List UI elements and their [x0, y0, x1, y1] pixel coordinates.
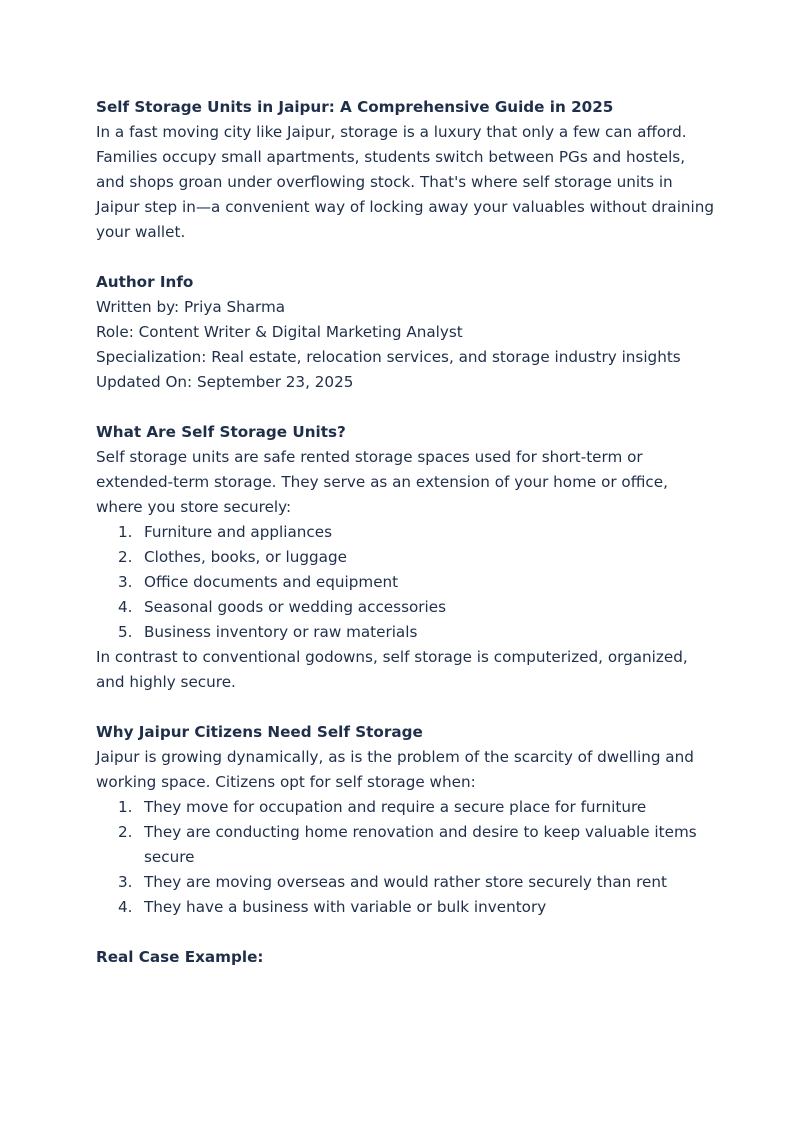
reasons-list — [96, 795, 706, 920]
list-number: 4. — [118, 598, 133, 616]
list-number: 5. — [118, 623, 133, 641]
paragraph-line: Self storage units are safe rented storage spaces used for short-term or — [96, 448, 643, 466]
list-number: 3. — [118, 873, 133, 891]
intro-line: your wallet. — [96, 223, 186, 241]
list-number: 2. — [118, 548, 133, 566]
list-item — [96, 870, 706, 895]
intro-line: Jaipur step in—a convenient way of locking away your valuables without draining — [96, 198, 715, 216]
list-item — [96, 795, 706, 820]
storage-items-list — [96, 520, 706, 645]
list-text: Seasonal goods or wedding accessories — [144, 598, 446, 616]
author-role: Role: Content Writer & Digital Marketing Analyst — [96, 323, 463, 341]
list-item — [96, 620, 706, 645]
list-item — [96, 520, 706, 545]
what-are-paragraph — [96, 445, 706, 520]
paragraph-line: extended-term storage. They serve as an extension of your home or office, — [96, 473, 668, 491]
list-text: Clothes, books, or luggage — [144, 548, 347, 566]
list-number: 1. — [118, 523, 133, 541]
what-are-heading: What Are Self Storage Units? — [96, 423, 346, 441]
real-case-heading: Real Case Example: — [96, 948, 264, 966]
list-text: Furniture and appliances — [144, 523, 332, 541]
author-heading: Author Info — [96, 273, 194, 291]
list-number: 3. — [118, 573, 133, 591]
list-text: They move for occupation and require a secure place for furniture — [144, 798, 647, 816]
intro-line: and shops groan under overflowing stock. That's where self storage units in — [96, 173, 673, 191]
list-item — [96, 820, 706, 870]
author-specialization: Specialization: Real estate, relocation services, and storage industry insights — [96, 348, 681, 366]
author-updated: Updated On: September 23, 2025 — [96, 373, 354, 391]
list-text: They are moving overseas and would rather store securely than rent — [144, 873, 667, 891]
why-jaipur-paragraph — [96, 745, 706, 795]
author-written-by: Written by: Priya Sharma — [96, 298, 286, 316]
paragraph-line: and highly secure. — [96, 673, 236, 691]
list-text: They have a business with variable or bulk inventory — [144, 898, 547, 916]
list-text: Office documents and equipment — [144, 573, 399, 591]
spacer — [96, 395, 706, 420]
list-item — [96, 570, 706, 595]
paragraph-line: In contrast to conventional godowns, self storage is computerized, organized, — [96, 648, 688, 666]
list-item — [96, 595, 706, 620]
list-item — [96, 545, 706, 570]
list-number: 2. — [118, 823, 133, 841]
spacer — [96, 245, 706, 270]
list-number: 1. — [118, 798, 133, 816]
list-text: Business inventory or raw materials — [144, 623, 418, 641]
intro-line: Families occupy small apartments, students switch between PGs and hostels, — [96, 148, 686, 166]
intro-line: In a fast moving city like Jaipur, storage is a luxury that only a few can afford. — [96, 123, 687, 141]
document-page — [96, 95, 715, 970]
why-jaipur-heading: Why Jaipur Citizens Need Self Storage — [96, 723, 423, 741]
paragraph-line: where you store securely: — [96, 498, 292, 516]
list-number: 4. — [118, 898, 133, 916]
intro-paragraph — [96, 120, 715, 245]
paragraph-line: working space. Citizens opt for self storage when: — [96, 773, 476, 791]
list-item — [96, 895, 706, 920]
list-text: They are conducting home renovation and desire to keep valuable items — [144, 823, 697, 841]
paragraph-line: Jaipur is growing dynamically, as is the problem of the scarcity of dwelling and — [96, 748, 694, 766]
spacer — [96, 695, 706, 720]
article-title: Self Storage Units in Jaipur: A Comprehensive Guide in 2025 — [96, 98, 614, 116]
spacer — [96, 920, 706, 945]
what-are-closing — [96, 645, 706, 695]
list-text-continued: secure — [144, 848, 195, 866]
